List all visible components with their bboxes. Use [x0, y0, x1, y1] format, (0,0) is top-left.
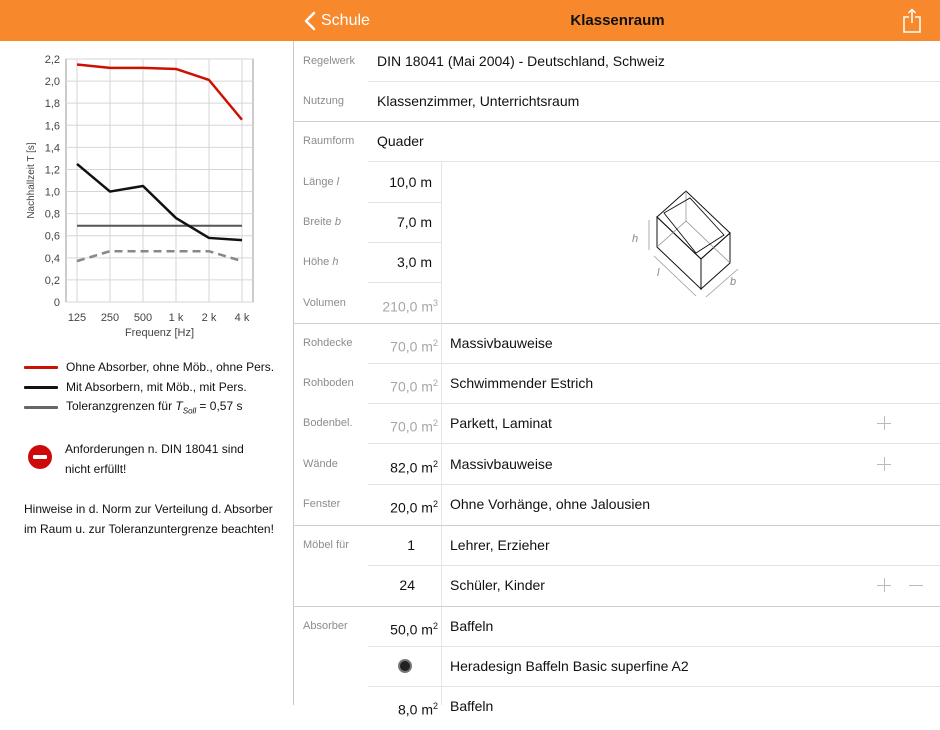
row-label: Möbel für	[303, 525, 349, 565]
y-tick-label: 1,6	[45, 120, 60, 132]
area-value	[368, 403, 438, 443]
row-value: Schüler, Kinder	[450, 565, 545, 605]
label-text: Breite	[303, 216, 332, 228]
area-unit-sup: 2	[433, 701, 438, 711]
volume-number: 210,0 m	[382, 299, 433, 315]
y-tick-label: 0,6	[45, 231, 60, 243]
label-symbol: h	[332, 256, 338, 268]
y-tick-label: 0,4	[45, 253, 60, 265]
room-settings-table	[294, 41, 940, 705]
status-line-2: nicht erfüllt!	[65, 459, 275, 479]
area-number: 50,0 m	[390, 622, 433, 638]
diagram-h-label: h	[632, 233, 638, 245]
page-title: Klassenraum	[470, 0, 765, 41]
y-tick-label: 2,0	[45, 76, 60, 88]
label-symbol: b	[335, 216, 341, 228]
y-tick-label: 0,8	[45, 209, 60, 221]
row-label	[303, 162, 339, 202]
row-absorber-2[interactable]	[294, 686, 940, 726]
y-tick-label: 0	[54, 297, 60, 309]
legend-label-black: Mit Absorbern, mit Möb., mit Pers.	[66, 380, 247, 394]
area-value	[368, 323, 438, 363]
area-value[interactable]	[368, 606, 438, 646]
area-number: 70,0 m	[390, 379, 433, 395]
legend-item-without-absorber	[24, 357, 294, 377]
row-value: DIN 18041 (Mai 2004) - Deutschland, Schweiz	[377, 41, 665, 81]
status-message	[65, 439, 275, 479]
area-unit-sup: 2	[433, 378, 438, 388]
status-line-1: Anforderungen n. DIN 18041 sind	[65, 439, 275, 459]
row-bodenbelag[interactable]	[294, 403, 940, 443]
row-label	[303, 202, 341, 242]
x-tick-label: 2 k	[202, 312, 217, 324]
legend-grey-sub: Soll	[183, 406, 196, 415]
area-value[interactable]	[368, 686, 438, 726]
height-value[interactable]: 3,0 m	[368, 242, 432, 282]
row-moebel-lehrer[interactable]	[294, 525, 940, 565]
row-label: Absorber	[303, 606, 348, 646]
area-number: 82,0 m	[390, 460, 433, 476]
row-value: Klassenzimmer, Unterrichtsraum	[377, 81, 579, 121]
not-fulfilled-icon	[28, 445, 52, 469]
area-number: 20,0 m	[390, 500, 433, 516]
navigation-bar	[0, 0, 940, 41]
row-label: Regelwerk	[303, 41, 355, 81]
hint-line-1: Hinweise in d. Norm zur Verteilung d. Absorber	[24, 499, 289, 519]
back-button-label: Schule	[321, 12, 370, 30]
area-value	[368, 363, 438, 403]
area-unit-sup: 2	[433, 499, 438, 509]
x-tick-label: 1 k	[169, 312, 184, 324]
area-number: 70,0 m	[390, 339, 433, 355]
row-nutzung[interactable]	[294, 81, 940, 121]
x-tick-label: 4 k	[235, 312, 250, 324]
width-value[interactable]: 7,0 m	[368, 202, 432, 242]
row-label: Rohdecke	[303, 323, 353, 363]
row-hoehe[interactable]	[294, 242, 940, 282]
label-text: Länge	[303, 176, 334, 188]
y-tick-label: 0,2	[45, 275, 60, 287]
legend-grey-suffix: = 0,57 s	[196, 399, 242, 413]
y-tick-label: 1,8	[45, 98, 60, 110]
chevron-left-icon	[304, 11, 316, 31]
row-label: Bodenbel.	[303, 403, 353, 443]
y-tick-label: 1,2	[45, 164, 60, 176]
diagram-l-label: l	[657, 267, 659, 279]
row-value: Quader	[377, 121, 424, 161]
row-value: Ohne Vorhänge, ohne Jalousien	[450, 484, 650, 524]
area-unit-sup: 2	[433, 418, 438, 428]
row-label: Nutzung	[303, 81, 344, 121]
legend-label-red: Ohne Absorber, ohne Möb., ohne Pers.	[66, 360, 274, 374]
x-tick-label: 250	[101, 312, 119, 324]
row-moebel-schueler[interactable]	[294, 565, 940, 605]
area-value[interactable]	[368, 484, 438, 524]
row-label	[303, 242, 338, 282]
row-rohboden[interactable]	[294, 363, 940, 403]
row-label: Fenster	[303, 484, 340, 524]
row-value: Heradesign Baffeln Basic superfine A2	[450, 646, 689, 686]
legend-grey-symbol: T	[175, 399, 182, 413]
row-value: Schwimmender Estrich	[450, 363, 593, 403]
row-absorber[interactable]	[294, 606, 940, 646]
row-waende[interactable]	[294, 444, 940, 484]
x-tick-label: 125	[68, 312, 86, 324]
row-value: Massivbauweise	[450, 323, 553, 363]
legend-grey-prefix: Toleranzgrenzen für	[66, 399, 175, 413]
count-value[interactable]: 24	[368, 565, 415, 605]
row-value: Baffeln	[450, 686, 493, 726]
row-value: Lehrer, Erzieher	[450, 525, 550, 565]
x-axis-label: Frequenz [Hz]	[125, 327, 194, 339]
remove-icon[interactable]	[909, 578, 923, 592]
volume-unit-sup: 3	[433, 298, 438, 308]
tolerance-lower-line	[77, 251, 242, 261]
selected-radio-icon[interactable]	[398, 659, 412, 673]
legend-label-grey	[66, 399, 242, 415]
row-breite[interactable]	[294, 202, 940, 242]
area-unit-sup: 2	[433, 338, 438, 348]
hint-line-2: im Raum u. zur Toleranzuntergrenze beachten!	[24, 519, 289, 539]
row-value: Parkett, Laminat	[450, 403, 552, 443]
row-absorber-product[interactable]	[294, 646, 940, 686]
label-text: Höhe	[303, 256, 329, 268]
row-fenster[interactable]	[294, 484, 940, 524]
series-line-black	[77, 164, 242, 240]
add-icon[interactable]	[877, 416, 891, 430]
series-line-red	[77, 65, 242, 120]
share-icon[interactable]	[902, 7, 922, 33]
length-value[interactable]: 10,0 m	[368, 162, 432, 202]
x-tick-label: 500	[134, 312, 152, 324]
back-button[interactable]	[304, 0, 370, 41]
area-unit-sup: 2	[433, 621, 438, 631]
legend-swatch-red	[24, 366, 58, 369]
row-value: Baffeln	[450, 606, 493, 646]
legend-swatch-black	[24, 386, 58, 389]
area-value[interactable]	[368, 444, 438, 484]
results-panel	[0, 41, 293, 705]
row-label: Volumen	[303, 283, 346, 323]
y-axis-label: Nachhallzeit T [s]	[26, 142, 37, 219]
diagram-b-label: b	[730, 276, 736, 288]
hint-message	[24, 499, 289, 539]
y-tick-label: 1,4	[45, 142, 60, 154]
y-tick-label: 2,2	[45, 54, 60, 66]
area-number: 70,0 m	[390, 419, 433, 435]
add-icon[interactable]	[877, 578, 891, 592]
label-symbol: l	[337, 176, 339, 188]
area-number: 8,0 m	[398, 702, 433, 718]
add-icon[interactable]	[877, 457, 891, 471]
legend-item-with-absorber	[24, 377, 294, 397]
row-label: Rohboden	[303, 363, 354, 403]
count-value[interactable]: 1	[368, 525, 415, 565]
row-rohdecke[interactable]	[294, 323, 940, 363]
legend-item-tolerance	[24, 397, 294, 417]
row-raumform[interactable]	[294, 121, 940, 161]
reverberation-chart	[0, 41, 293, 351]
row-label: Wände	[303, 444, 338, 484]
row-label: Raumform	[303, 121, 354, 161]
plot-frame	[66, 59, 253, 302]
area-unit-sup: 2	[433, 459, 438, 469]
row-laenge[interactable]	[294, 162, 940, 202]
row-regelwerk[interactable]	[294, 41, 940, 81]
volume-value	[368, 283, 438, 323]
row-value: Massivbauweise	[450, 444, 553, 484]
row-volumen	[294, 283, 940, 323]
y-tick-label: 1,0	[45, 187, 60, 199]
legend-swatch-grey	[24, 406, 58, 409]
